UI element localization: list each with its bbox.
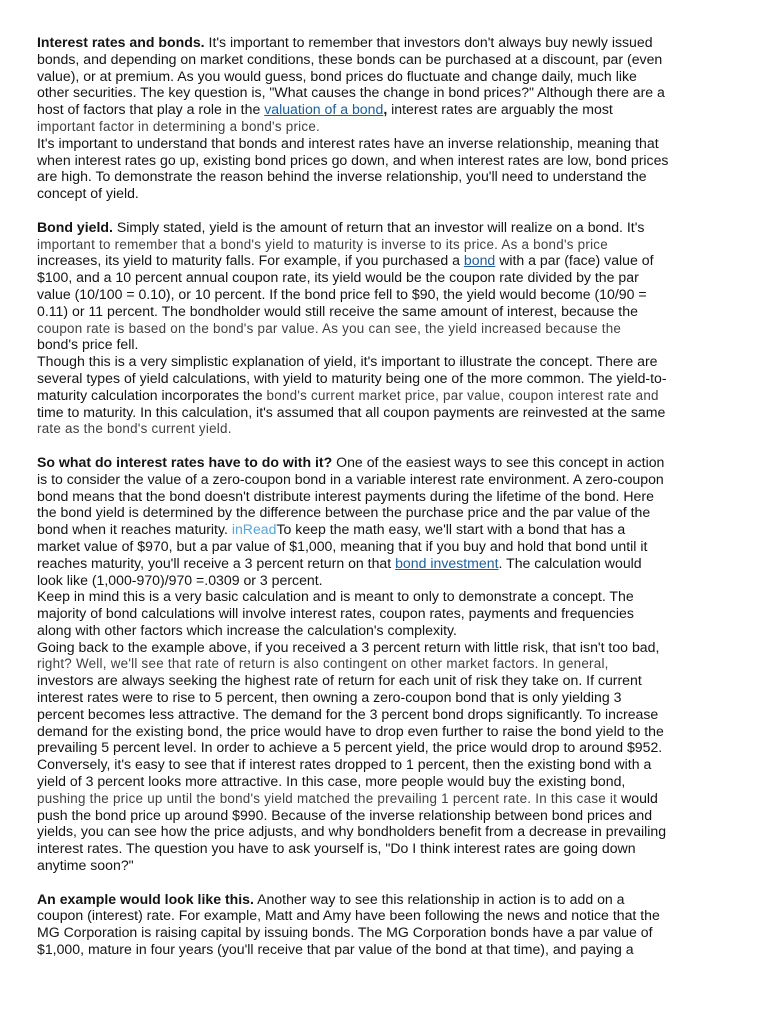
text-run: bond when it reaches maturity. [37, 521, 232, 538]
text-run: investors are always seeking the highest rate of return for each unit of risk they take on. If current [37, 672, 642, 689]
text-run: prevailing 5 percent level. In order to achieve a 5 percent yield, the price would drop to around $952. [37, 739, 663, 756]
inline-link[interactable]: bond [463, 252, 496, 269]
text-line [37, 588, 737, 605]
paragraph [37, 588, 737, 638]
paragraph [37, 135, 737, 202]
text-line [37, 773, 737, 790]
text-run: interest rates were to rise to 5 percent, then owning a zero-coupon bond that is only yielding 3 [37, 689, 622, 706]
text-line [37, 269, 737, 286]
text-run: bond's current market price, par value, coupon interest rate and [266, 387, 659, 403]
text-line [37, 118, 737, 135]
text-run: concept of yield. [37, 185, 139, 202]
text-line [37, 790, 737, 807]
text-line [37, 168, 737, 185]
text-run: Conversely, it's easy to see that if interest rates dropped to 1 percent, then the existing bond with a [37, 756, 652, 773]
text-line [37, 252, 737, 269]
text-run: One of the easiest ways to see this concept in action [332, 453, 665, 470]
text-run: along with other factors which increase the calculation's complexity. [37, 621, 457, 638]
text-run: increases, its yield to maturity falls. For example, if you purchased a [37, 252, 464, 269]
text-line [37, 370, 737, 387]
text-line [37, 739, 737, 756]
text-line [37, 51, 737, 68]
text-line [37, 689, 737, 706]
text-run: Keep in mind this is a very basic calculation and is meant to only to demonstrate a concept. The [37, 588, 634, 605]
section-heading: , [383, 101, 388, 118]
text-run: maturity calculation incorporates the [37, 386, 267, 403]
text-line [37, 236, 737, 253]
text-line [37, 101, 737, 118]
text-run: bonds, and depending on market conditions, these bonds can be purchased at a discount, par (even [37, 50, 663, 67]
text-run: when interest rates go up, existing bond prices go down, and when interest rates are low, bond prices [37, 151, 669, 168]
section-heading: So what do interest rates have to do with it? [37, 453, 333, 470]
article-body [37, 34, 737, 958]
text-run: interest rates. The question you have to ask yourself is, "Do I think interest rates are going down [37, 840, 636, 857]
text-line [37, 823, 737, 840]
text-run: several types of yield calculations, with yield to maturity being one of the more common. The yield-to- [37, 369, 667, 386]
text-line [37, 320, 737, 337]
text-run: the bond yield is determined by the difference between the purchase price and the par value of the [37, 504, 651, 521]
text-run: bond's price fell. [37, 336, 139, 353]
text-run: To keep the math easy, we'll start with a bond that has a [276, 521, 626, 538]
text-run: would [617, 789, 658, 806]
text-run: pushing the price up until the bond's yield matched the prevailing 1 percent rate. In this case it [37, 790, 618, 806]
text-line [37, 538, 737, 555]
text-run: yield of 3 percent looks more attractive. In this case, more people would buy the existing bond, [37, 773, 626, 790]
text-line [37, 387, 737, 404]
text-line [37, 303, 737, 320]
text-line [37, 219, 737, 236]
paragraph [37, 219, 737, 353]
text-line [37, 152, 737, 169]
text-line [37, 756, 737, 773]
text-run: interest rates are arguably the most [387, 101, 613, 118]
text-line [37, 555, 737, 572]
text-line [37, 941, 737, 958]
text-run: majority of bond calculations will involve interest rates, coupon rates, payments and frequencies [37, 605, 634, 622]
text-run: important to remember that a bond's yield to maturity is inverse to its price. As a bond's price [37, 236, 608, 252]
article-section [37, 219, 737, 437]
text-line [37, 924, 737, 941]
text-run: value (10/100 = 0.10), or 10 percent. If the bond price fell to $90, the yield would become (10/90 = [37, 285, 647, 302]
text-line [37, 34, 737, 51]
text-run: push the bond price up around $990. Because of the inverse relationship between bond prices and [37, 806, 653, 823]
article-section [37, 34, 737, 202]
text-run: is to consider the value of a zero-coupon bond in a variable interest rate environment. A zero-coupon [37, 470, 664, 487]
paragraph [37, 454, 737, 588]
text-run: $100, and a 10 percent annual coupon rate, its yield would be the coupon rate divided by the par [37, 269, 639, 286]
text-run: $1,000, mature in four years (you'll receive that par value of the bond at that time), and paying a [37, 941, 634, 958]
text-run: Another way to see this relationship in action is to add on a [253, 890, 625, 907]
section-spacer [37, 874, 737, 891]
text-run: It's important to remember that investors don't always buy newly issued [204, 34, 653, 50]
text-line [37, 68, 737, 85]
text-run: time to maturity. In this calculation, it's assumed that all coupon payments are reinvested at the same [37, 403, 666, 420]
text-run: are high. To demonstrate the reason behind the inverse relationship, you'll need to understand the [37, 168, 647, 185]
inline-link[interactable]: valuation of a bond [264, 101, 384, 118]
text-run: yields, you can see how the price adjusts, and why bondholders benefit from a decrease in prevailing [37, 823, 667, 840]
text-line [37, 572, 737, 589]
section-spacer [37, 202, 737, 219]
text-line [37, 706, 737, 723]
text-line [37, 857, 737, 874]
text-run: bond means that the bond doesn't distribute interest payments during the lifetime of the bond. Here [37, 487, 654, 504]
text-line [37, 353, 737, 370]
text-run: with a par (face) value of [495, 252, 654, 269]
section-heading: Bond yield. [37, 218, 113, 235]
text-line [37, 404, 737, 421]
section-heading: Interest rates and bonds. [37, 34, 205, 50]
text-line [37, 488, 737, 505]
text-run: MG Corporation is raising capital by issuing bonds. The MG Corporation bonds have a par value of [37, 924, 653, 941]
text-line [37, 135, 737, 152]
text-line [37, 336, 737, 353]
text-line [37, 655, 737, 672]
text-run: host of factors that play a role in the [37, 101, 265, 118]
text-line [37, 639, 737, 656]
text-line [37, 840, 737, 857]
text-run: look like (1,000-970)/970 =.0309 or 3 percent. [37, 571, 323, 588]
paragraph [37, 353, 737, 437]
text-run: percent becomes less attractive. The demand for the 3 percent bond drops significantly. To increase [37, 705, 659, 722]
text-run: coupon (interest) rate. For example, Matt and Amy have been following the news and notice that the [37, 907, 660, 924]
text-run: rate as the bond's current yield. [37, 421, 232, 437]
text-line [37, 471, 737, 488]
article-section [37, 454, 737, 874]
text-run: 0.11) or 11 percent. The bondholder would still receive the same amount of interest, because the [37, 302, 638, 319]
text-run: anytime soon?" [37, 857, 134, 874]
text-line [37, 504, 737, 521]
text-line [37, 420, 737, 437]
text-line [37, 672, 737, 689]
text-line [37, 891, 737, 908]
text-run: Going back to the example above, if you received a 3 percent return with little risk, that isn't too bad, [37, 638, 660, 655]
text-line [37, 185, 737, 202]
text-run: . The calculation would [498, 554, 642, 571]
paragraph [37, 639, 737, 874]
paragraph [37, 891, 737, 958]
section-heading: An example would look like this. [37, 890, 254, 907]
text-line [37, 807, 737, 824]
text-line [37, 723, 737, 740]
inline-link[interactable]: bond investment [395, 554, 499, 571]
inread-label[interactable]: inRead [231, 521, 277, 538]
text-line [37, 286, 737, 303]
article-section [37, 891, 737, 958]
text-run: Though this is a very simplistic explanation of yield, it's important to illustrate the concept. There are [37, 353, 658, 370]
text-run: demand for the existing bond, the price would have to drop even further to raise the bond yield to the [37, 722, 664, 739]
section-spacer [37, 437, 737, 454]
text-run: Simply stated, yield is the amount of return that an investor will realize on a bond. It's [112, 218, 645, 235]
text-line [37, 454, 737, 471]
text-line [37, 521, 737, 538]
text-run: right? Well, we'll see that rate of return is also contingent on other market factors. In general, [37, 656, 609, 672]
text-run: It's important to understand that bonds and interest rates have an inverse relationship, meaning that [37, 134, 659, 151]
text-line [37, 907, 737, 924]
text-run: important factor in determining a bond's price. [37, 118, 321, 134]
text-line [37, 622, 737, 639]
text-run: reaches maturity, you'll receive a 3 percent return on that [37, 554, 396, 571]
text-line [37, 605, 737, 622]
text-run: other securities. The key question is, "What causes the change in bond prices?" Although there are a [37, 84, 665, 101]
text-run: market value of $970, but a par value of $1,000, meaning that if you buy and hold that bond until it [37, 537, 648, 554]
paragraph [37, 34, 737, 135]
text-run: coupon rate is based on the bond's par value. As you can see, the yield increased because the [37, 320, 622, 336]
text-run: value), or at premium. As you would guess, bond prices do fluctuate and change daily, much like [37, 67, 637, 84]
text-line [37, 84, 737, 101]
